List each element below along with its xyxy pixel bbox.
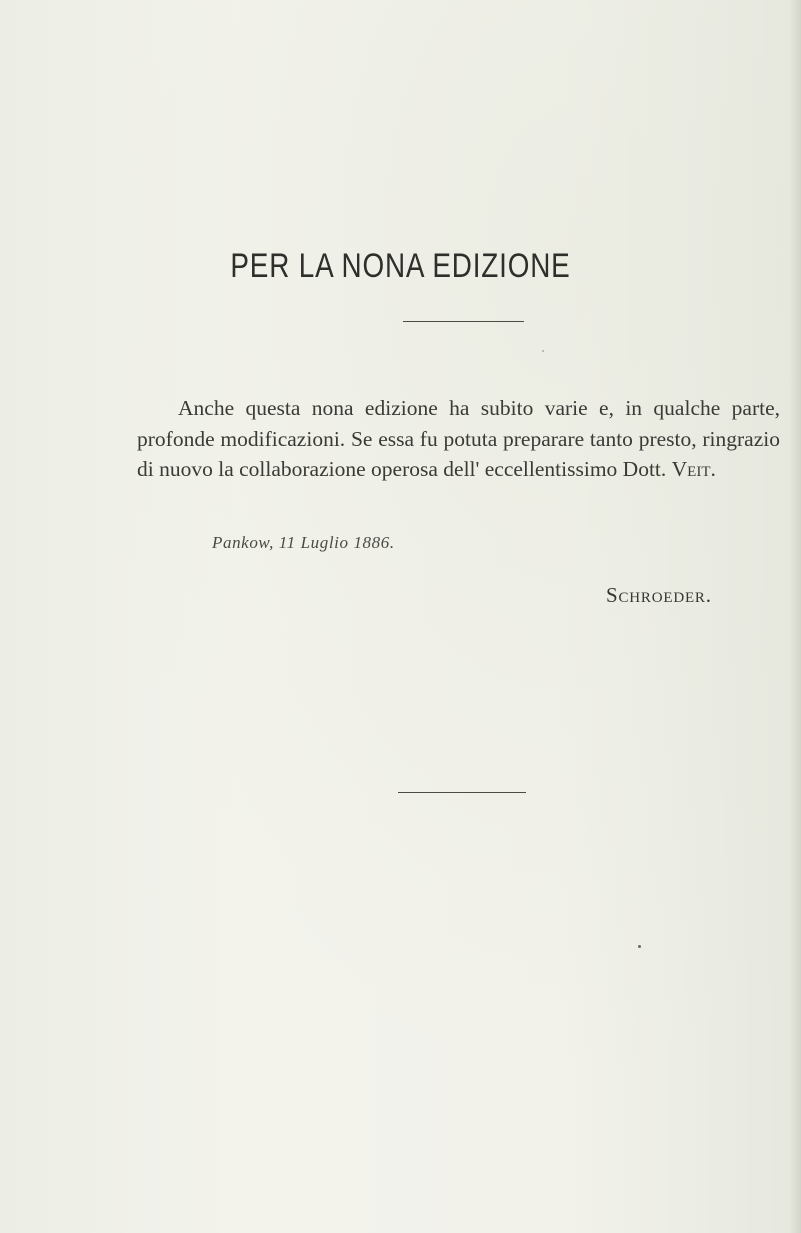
paper-speck	[638, 945, 641, 948]
preface-text: Anche questa nona edizione ha subito varie e, in qualche parte, profonde modificazioni. Se essa fu potuta preparare tanto presto, ringrazio di nuovo la collaborazione operosa dell' eccellentissimo Dott.	[137, 396, 780, 481]
title-divider	[403, 321, 524, 322]
paper-speck	[542, 350, 544, 352]
paragraph-end: .	[710, 457, 716, 481]
page-edge-shadow	[789, 0, 801, 1233]
dateline: Pankow, 11 Luglio 1886.	[212, 533, 395, 552]
page-title: PER LA NONA EDIZIONE	[230, 247, 571, 285]
acknowledged-name: Veit	[671, 457, 711, 481]
preface-paragraph	[137, 393, 780, 485]
closing-divider	[398, 792, 526, 793]
author-signature: Schroeder.	[606, 583, 712, 607]
